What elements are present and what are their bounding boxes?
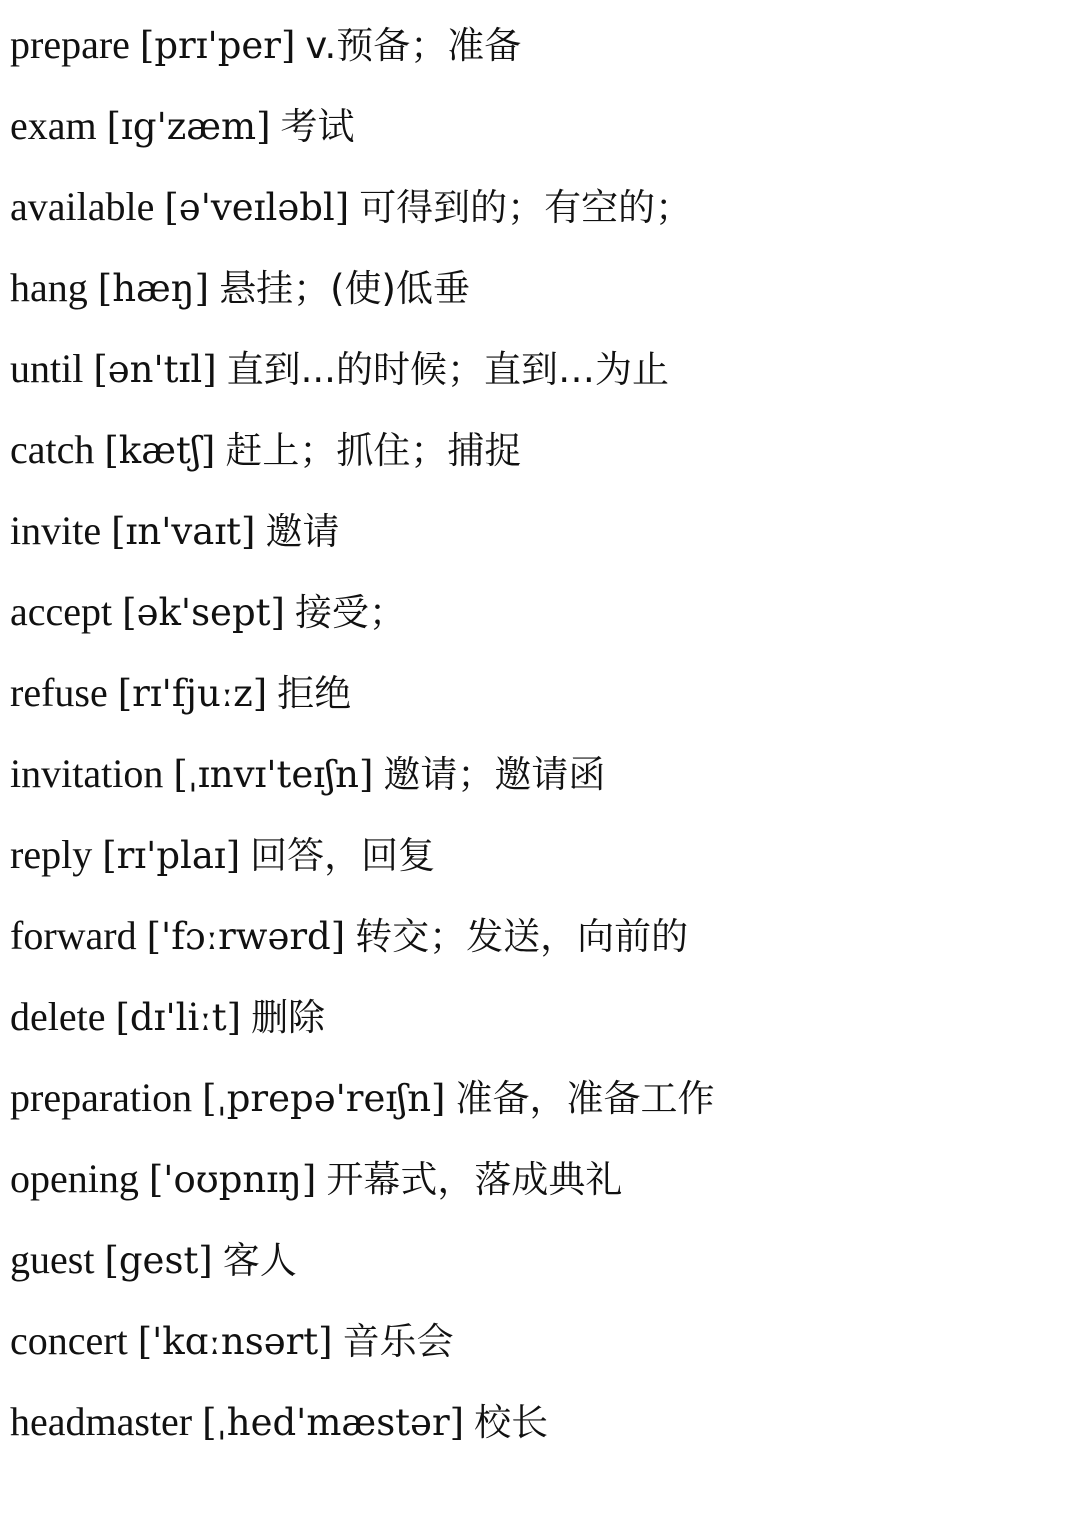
entry-word: preparation bbox=[10, 1075, 193, 1120]
vocab-entry-until bbox=[10, 340, 715, 421]
entry-word: refuse bbox=[10, 670, 108, 715]
entry-word: hang bbox=[10, 265, 88, 310]
entry-meaning: 删除 bbox=[251, 996, 326, 1039]
entry-word: guest bbox=[10, 1237, 95, 1282]
vocab-entry-headmaster bbox=[10, 1393, 715, 1474]
vocab-entry-invitation bbox=[10, 745, 715, 826]
entry-pronunciation: [ˌɪnvɪ'teɪʃn] bbox=[173, 753, 374, 796]
entry-word: invitation bbox=[10, 751, 164, 796]
entry-meaning: 悬挂；(使)低垂 bbox=[219, 267, 470, 310]
entry-word: until bbox=[10, 346, 84, 391]
vocab-entry-exam bbox=[10, 97, 715, 178]
vocab-entry-forward bbox=[10, 907, 715, 988]
entry-meaning: 邀请 bbox=[265, 510, 340, 553]
entry-word: forward bbox=[10, 913, 137, 958]
entry-pronunciation: [ɪn'vaɪt] bbox=[111, 510, 256, 553]
vocab-entry-reply bbox=[10, 826, 715, 907]
entry-pronunciation: [dɪ'liːt] bbox=[115, 996, 242, 1039]
entry-pronunciation: [prɪ'per] bbox=[139, 24, 296, 67]
entry-meaning: 接受； bbox=[294, 591, 406, 634]
entry-pronunciation: [ə'veɪləbl] bbox=[164, 186, 350, 229]
entry-pronunciation: [kætʃ] bbox=[104, 429, 216, 472]
entry-meaning: 邀请；邀请函 bbox=[383, 753, 606, 796]
entry-meaning: 转交；发送，向前的 bbox=[355, 915, 689, 958]
entry-pronunciation: [rɪ'fjuːz] bbox=[117, 672, 268, 715]
entry-word: available bbox=[10, 184, 155, 229]
entry-pronunciation: [ək'sept] bbox=[122, 591, 285, 634]
entry-word: exam bbox=[10, 103, 97, 148]
entry-meaning: 校长 bbox=[474, 1401, 549, 1444]
entry-word: concert bbox=[10, 1318, 128, 1363]
entry-meaning: 回答，回复 bbox=[250, 834, 436, 877]
entry-pronunciation: [gest] bbox=[104, 1239, 213, 1282]
entry-pronunciation: [ən'tɪl] bbox=[93, 348, 217, 391]
entry-meaning: 拒绝 bbox=[277, 672, 352, 715]
vocab-entry-hang bbox=[10, 259, 715, 340]
vocab-entry-invite bbox=[10, 502, 715, 583]
vocab-entry-guest bbox=[10, 1231, 715, 1312]
vocab-entry-concert bbox=[10, 1312, 715, 1393]
entry-meaning: 客人 bbox=[222, 1239, 297, 1282]
entry-pronunciation: ['fɔːrwərd] bbox=[146, 915, 346, 958]
entry-pronunciation: [hæŋ] bbox=[97, 267, 210, 310]
vocab-entry-catch bbox=[10, 421, 715, 502]
entry-word: prepare bbox=[10, 22, 130, 67]
entry-word: accept bbox=[10, 589, 113, 634]
entry-meaning: v.预备；准备 bbox=[305, 24, 522, 67]
entry-meaning: 准备，准备工作 bbox=[455, 1077, 715, 1120]
vocab-entry-delete bbox=[10, 988, 715, 1069]
vocab-entry-available bbox=[10, 178, 715, 259]
entry-word: catch bbox=[10, 427, 95, 472]
entry-meaning: 开幕式，落成典礼 bbox=[326, 1158, 623, 1201]
entry-pronunciation: [rɪ'plaɪ] bbox=[102, 834, 241, 877]
vocab-entry-opening bbox=[10, 1150, 715, 1231]
entry-word: opening bbox=[10, 1156, 139, 1201]
entry-word: delete bbox=[10, 994, 106, 1039]
vocab-entry-prepare bbox=[10, 16, 715, 97]
entry-word: headmaster bbox=[10, 1399, 193, 1444]
entry-meaning: 音乐会 bbox=[342, 1320, 454, 1363]
vocab-entry-refuse bbox=[10, 664, 715, 745]
entry-pronunciation: [ˌprepə'reɪʃn] bbox=[202, 1077, 446, 1120]
entry-meaning: 考试 bbox=[280, 105, 355, 148]
entry-meaning: 直到...的时候；直到…为止 bbox=[226, 348, 669, 391]
vocab-entry-preparation bbox=[10, 1069, 715, 1150]
entry-word: invite bbox=[10, 508, 102, 553]
entry-pronunciation: ['oʊpnɪŋ] bbox=[148, 1158, 317, 1201]
entry-pronunciation: [ɪg'zæm] bbox=[106, 105, 271, 148]
entry-meaning: 可得到的；有空的； bbox=[359, 186, 693, 229]
entry-pronunciation: [ˌhed'mæstər] bbox=[202, 1401, 465, 1444]
vocab-entry-accept bbox=[10, 583, 715, 664]
entry-meaning: 赶上；抓住；捕捉 bbox=[225, 429, 522, 472]
vocabulary-list bbox=[10, 16, 715, 1474]
entry-pronunciation: ['kɑːnsərt] bbox=[137, 1320, 333, 1363]
entry-word: reply bbox=[10, 832, 93, 877]
